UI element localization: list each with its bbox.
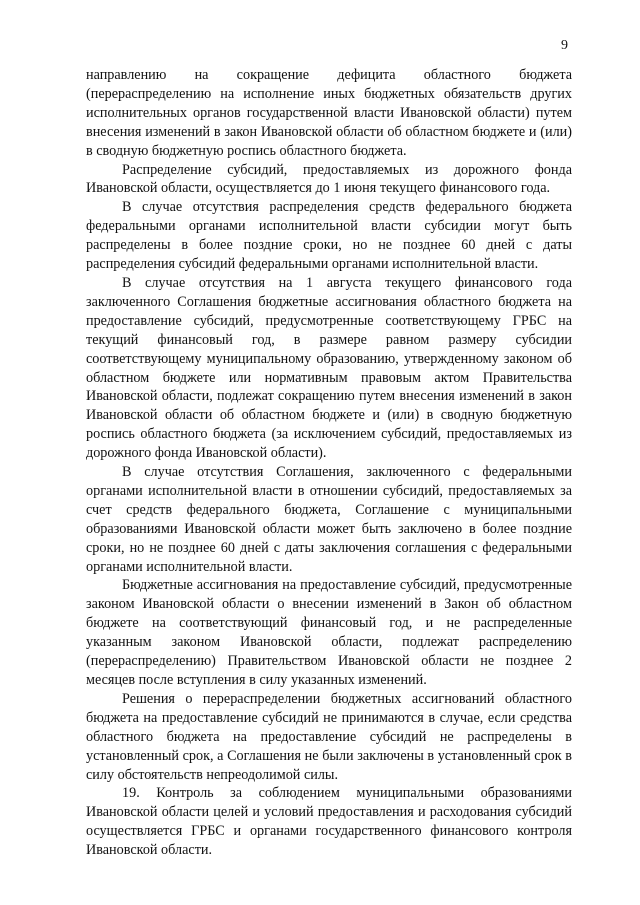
paragraph-federal-distribution: В случае отсутствия распределения средств федерального бюджета федеральными органами исполнительной власти субсидии могут быть распределены в более поздние сроки, но не позднее 60 дней с даты распределения субсидий федеральными органами исполнительной власти.: [86, 199, 572, 273]
paragraph-federal-agreement: В случае отсутствия Соглашения, заключенного с федеральными органами исполнительной власти в отношении субсидий, предоставляемых за счет средств федерального бюджета, Соглашение с муниципальными образованиями Ивановской области может быть заключено в более поздние сроки, но не позднее 60 дней с даты заключения соглашения с федеральными органами исполнительной власти.: [86, 464, 572, 575]
document-body: [86, 66, 572, 860]
paragraph-august-agreement: В случае отсутствия на 1 августа текущего финансового года заключенного Соглашения бюджетные ассигнования областного бюджета на предоставление субсидий, предусмотренные соответствующему ГРБС на текущий финансовый год, в размере равном размеру субсидии соответствующему муниципальному образованию, утвержденному законом об областном бюджете или нормативным правовым актом Правительства Ивановской области, подлежат сокращению путем внесения изменений в закон Ивановской области об областном бюджете и (или) в сводную бюджетную роспись областного бюджета (за исключением субсидий, предоставляемых из дорожного фонда Ивановской области).: [86, 274, 572, 462]
paragraph-control-19: 19. Контроль за соблюдением муниципальными образованиями Ивановской области целей и условий предоставления и расходования субсидий осуществляется ГРБС и органами государственного финансового контроля Ивановской области.: [86, 785, 572, 859]
page-number: 9: [561, 38, 568, 53]
paragraph-budget-allocations: Бюджетные ассигнования на предоставление субсидий, предусмотренные законом Ивановской области о внесении изменений в Закон об областном бюджете на соответствующий финансовый год, и не распределенные указанным законом Ивановской области, подлежат распределению (перераспределению) Правительством Ивановской области не позднее 2 месяцев после вступления в силу указанных изменений.: [86, 577, 572, 688]
paragraph-road-fund-distribution: Распределение субсидий, предоставляемых из дорожного фонда Ивановской области, осуществляется до 1 июня текущего финансового года.: [86, 161, 572, 197]
paragraph-continuation: направлению на сокращение дефицита областного бюджета (перераспределению на исполнение иных бюджетных обязательств других исполнительных органов государственной власти Ивановской области) путем внесения изменений в закон Ивановской области об областном бюджете и (или) в сводную бюджетную роспись областного бюджета.: [86, 67, 572, 159]
paragraph-redistribution-decisions: Решения о перераспределении бюджетных ассигнований областного бюджета на предоставление субсидий не принимаются в случае, если средства областного бюджета на предоставление субсидий не распределены в установленный срок, а Соглашения не были заключены в установленный срок в силу обстоятельств непреодолимой силы.: [86, 690, 572, 783]
